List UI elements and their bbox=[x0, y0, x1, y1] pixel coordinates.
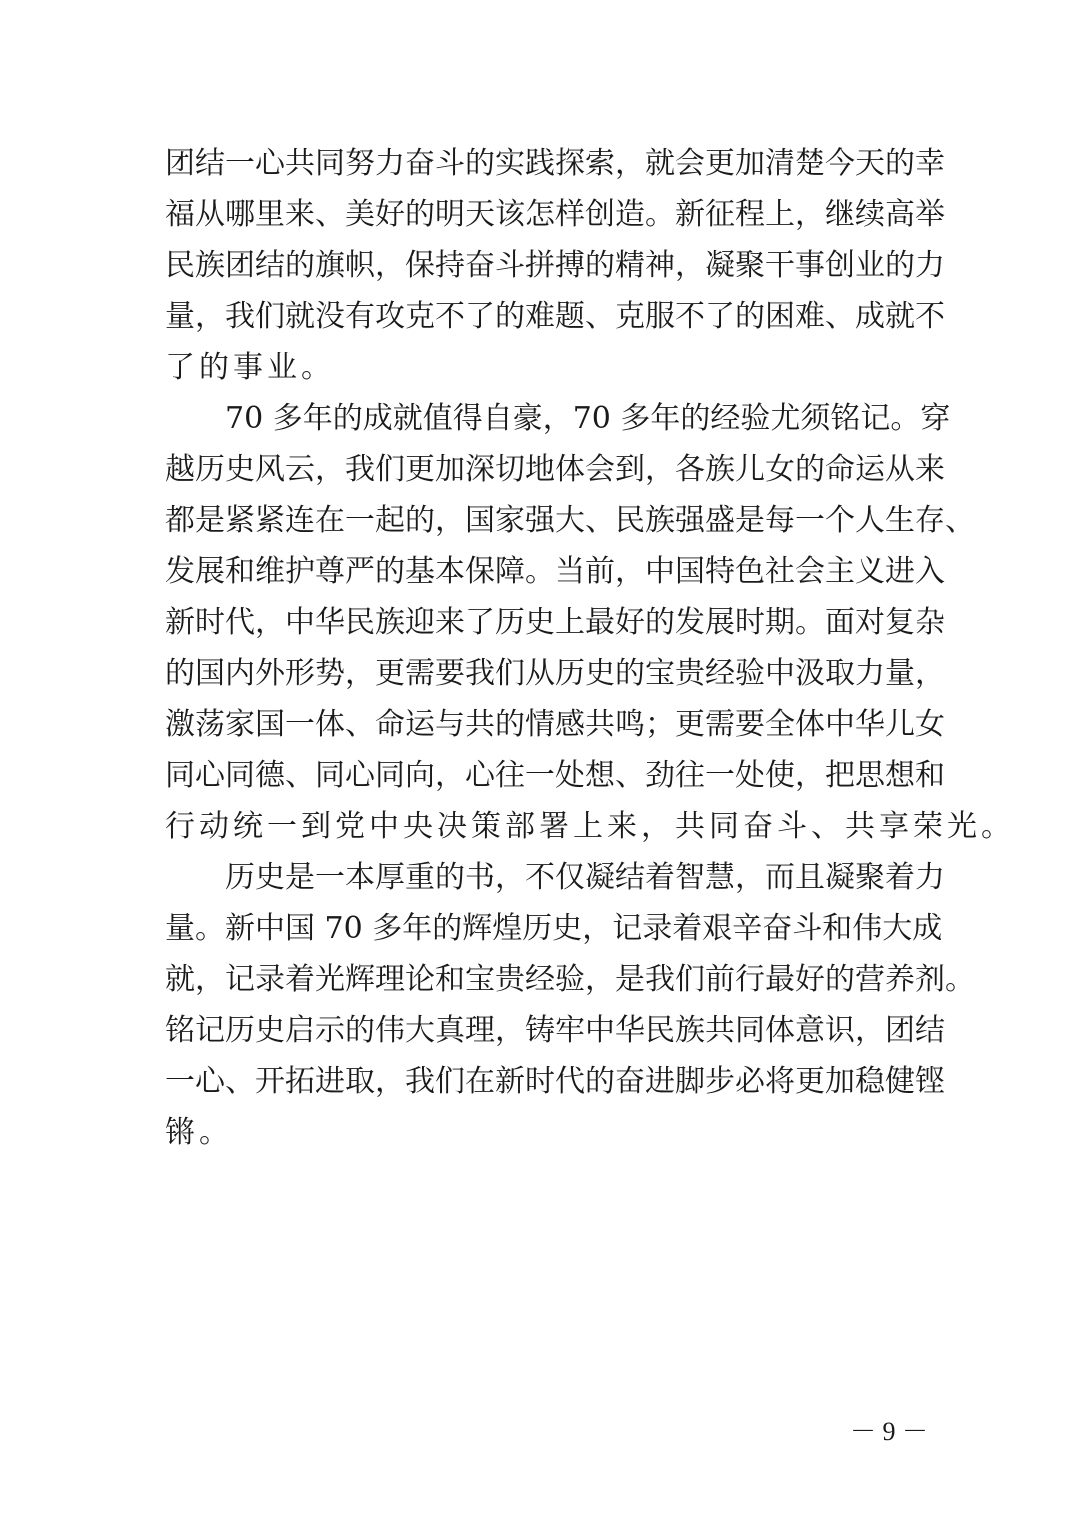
page-number: － 9 － bbox=[850, 1417, 929, 1446]
text-line: 铭记历史启示的伟大真理，铸牢中华民族共同体意识，团结 bbox=[165, 1013, 945, 1048]
text-line: 新时代，中华民族迎来了历史上最好的发展时期。面对复杂 bbox=[165, 605, 945, 640]
text-line: 团结一心共同努力奋斗的实践探索，就会更加清楚今天的幸 bbox=[165, 146, 945, 181]
text-line: 民族团结的旗帜，保持奋斗拼搏的精神，凝聚干事创业的力 bbox=[165, 248, 945, 283]
text-line: 激荡家国一体、命运与共的情感共鸣；更需要全体中华儿女 bbox=[165, 707, 945, 742]
text-line: 历史是一本厚重的书，不仅凝结着智慧，而且凝聚着力 bbox=[165, 860, 945, 895]
text-line: 发展和维护尊严的基本保障。当前，中国特色社会主义进入 bbox=[165, 554, 945, 589]
text-line: 的国内外形势，更需要我们从历史的宝贵经验中汲取力量， bbox=[165, 656, 945, 691]
text-line: 70 多年的成就值得自豪，70 多年的经验尤须铭记。穿 bbox=[165, 401, 951, 436]
body-text bbox=[165, 138, 1015, 1158]
text-line: 量，我们就没有攻克不了的难题、克服不了的困难、成就不 bbox=[165, 299, 945, 334]
text-line: 越历史风云，我们更加深切地体会到，各族儿女的命运从来 bbox=[165, 452, 945, 487]
text-line: 就，记录着光辉理论和宝贵经验，是我们前行最好的营养剂。 bbox=[165, 962, 975, 997]
text-line: 量。新中国 70 多年的辉煌历史，记录着艰辛奋斗和伟大成 bbox=[165, 911, 943, 946]
text-line: 了的事业。 bbox=[165, 350, 335, 385]
text-line: 行动统一到党中央决策部署上来，共同奋斗、共享荣光。 bbox=[165, 809, 1015, 844]
text-line: 同心同德、同心同向，心往一处想、劲往一处使，把思想和 bbox=[165, 758, 945, 793]
text-line: 锵。 bbox=[165, 1115, 233, 1150]
text-line: 福从哪里来、美好的明天该怎样创造。新征程上，继续高举 bbox=[165, 197, 945, 232]
text-line: 都是紧紧连在一起的，国家强大、民族强盛是每一个人生存、 bbox=[165, 503, 975, 538]
text-line: 一心、开拓进取，我们在新时代的奋进脚步必将更加稳健铿 bbox=[165, 1064, 945, 1099]
